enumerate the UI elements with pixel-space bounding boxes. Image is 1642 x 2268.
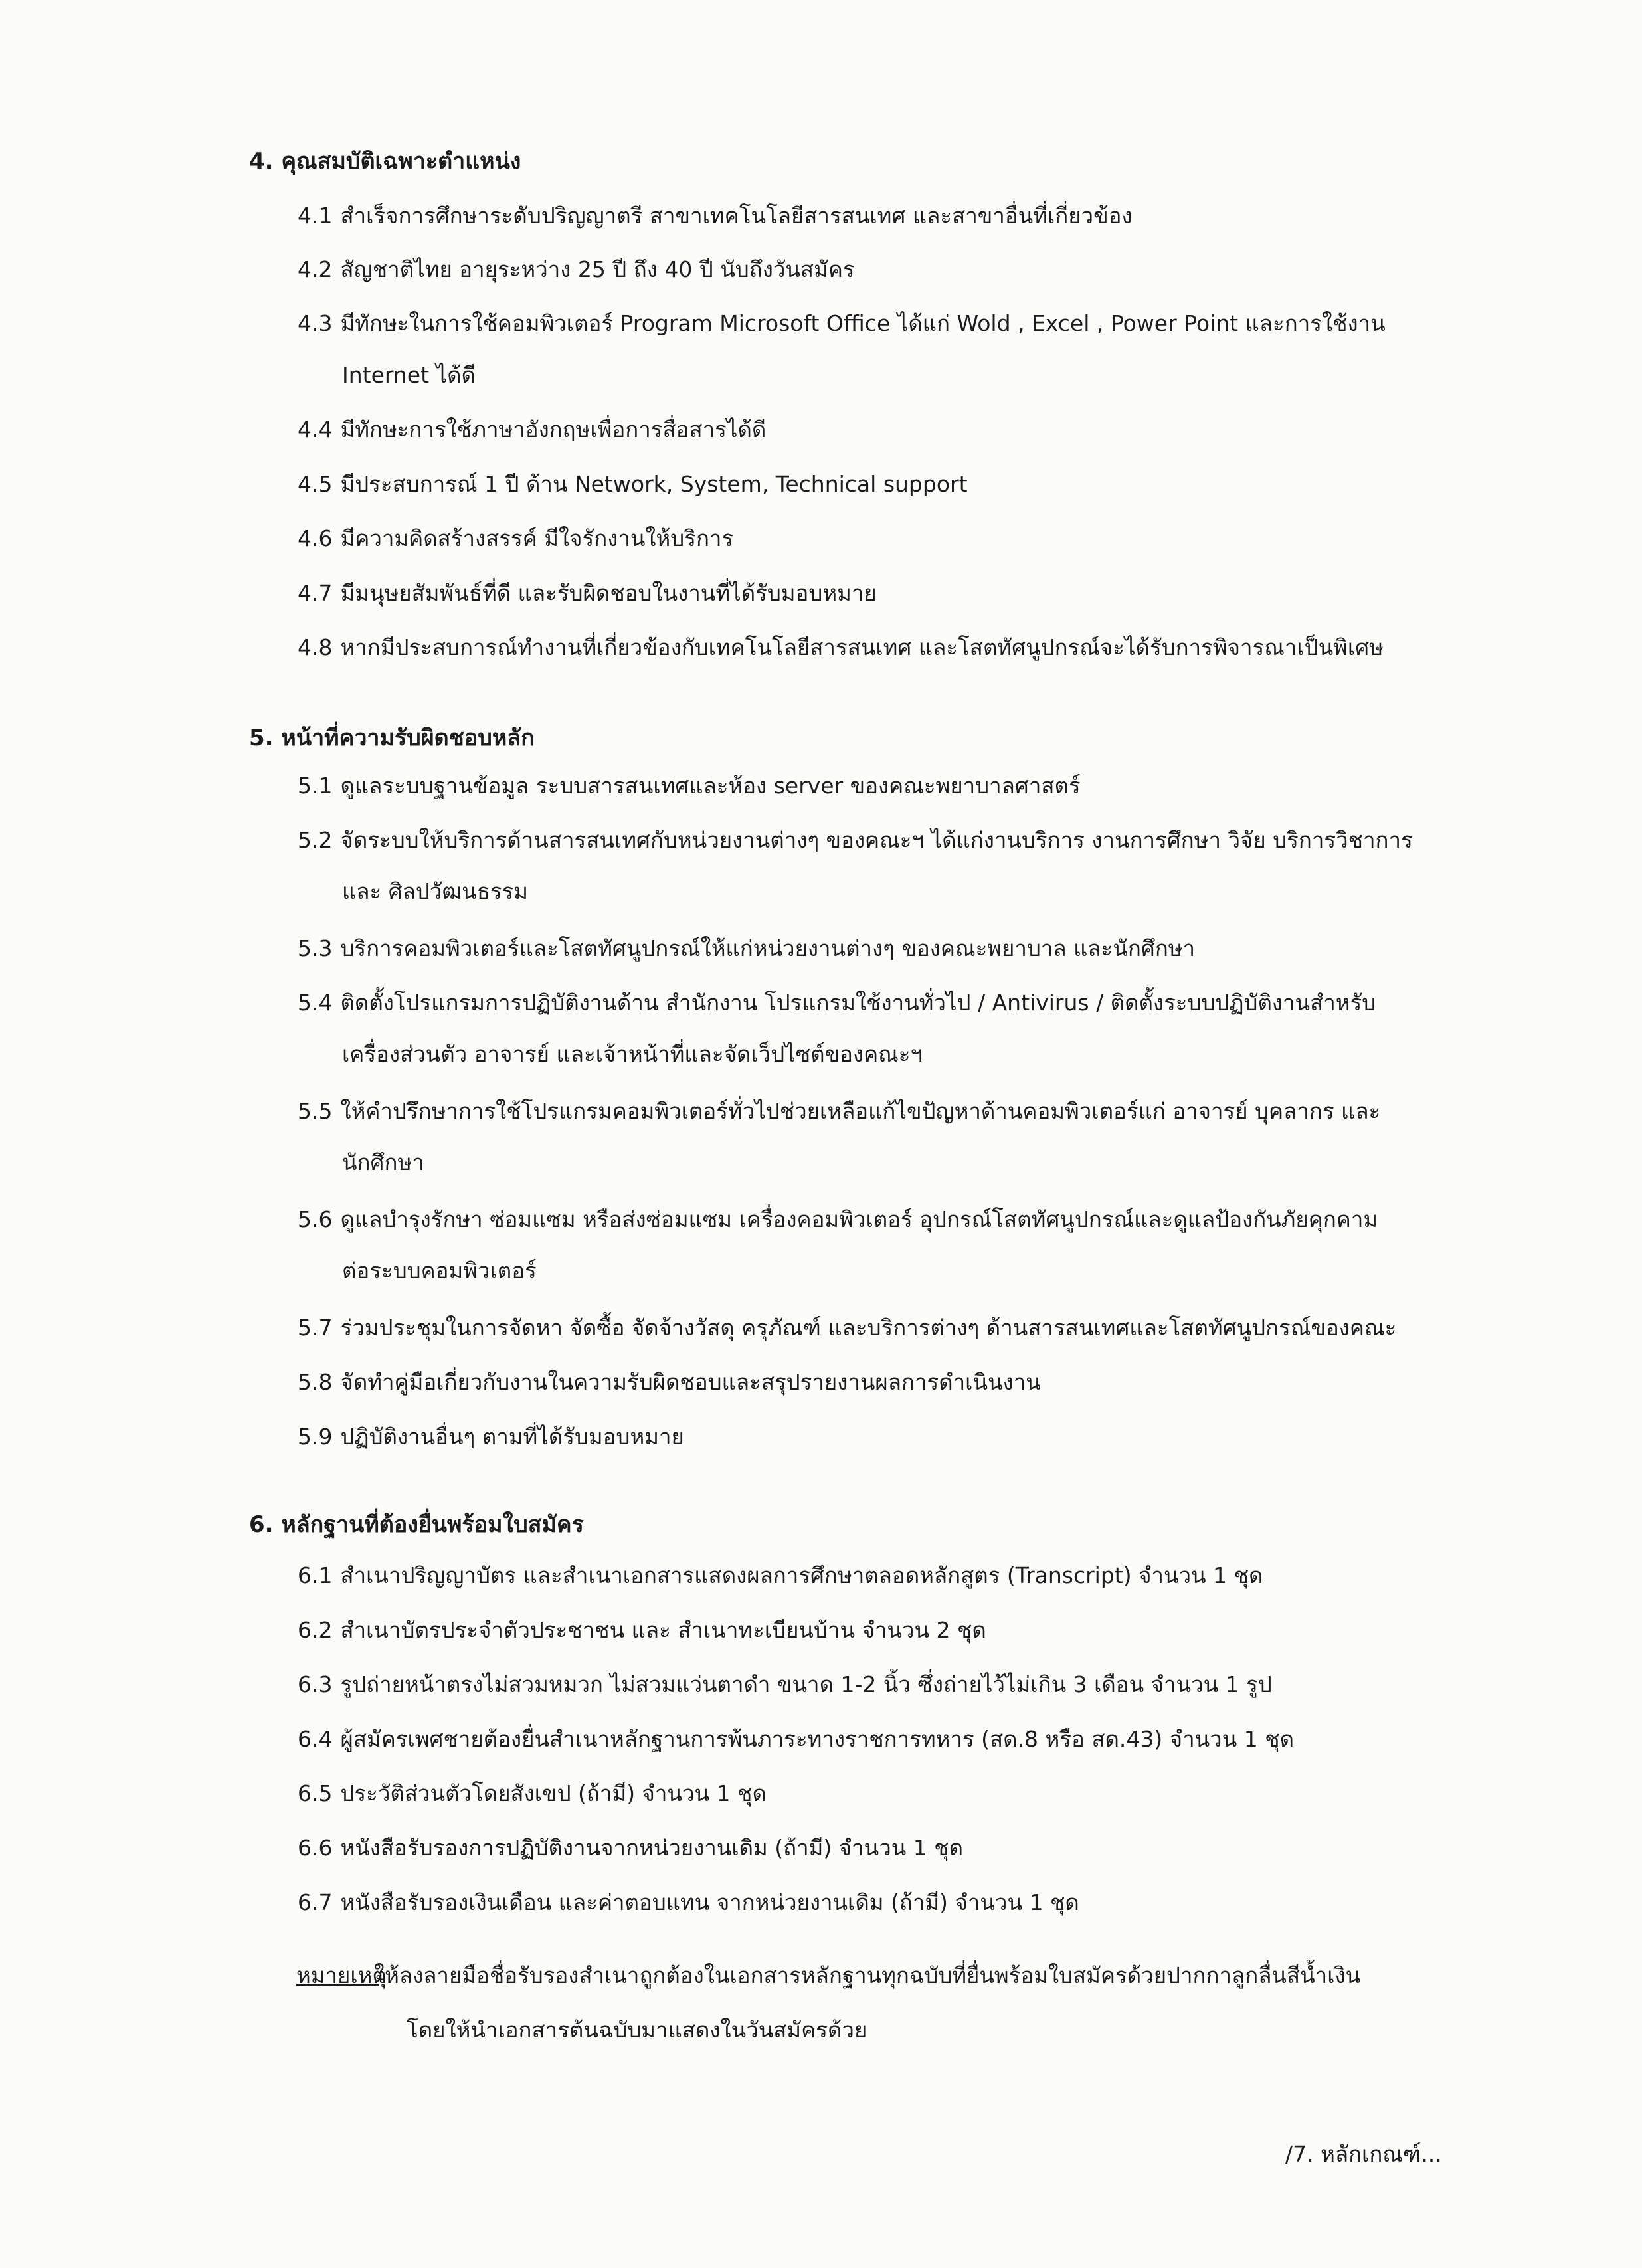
section-6-item-3 <box>298 1671 1272 1698</box>
item-text: มีทักษะการใช้ภาษาอังกฤษเพื่อการสื่อสารได้ดี <box>340 417 767 442</box>
item-number: 5.9 <box>298 1424 333 1450</box>
section-5-item-5 <box>298 1098 1380 1125</box>
item-text: ติดตั้งโปรแกรมการปฏิบัติงานด้าน สำนักงาน โปรแกรมใช้งานทั่วไป / Antivirus / ติดตั้งระบบปฏิบัติงานสำหรับ <box>340 990 1376 1016</box>
next-page-reference: /7. หลักเกณฑ์... <box>1285 2141 1442 2167</box>
section-4-item-3-continuation: Internet ได้ดี <box>342 362 476 388</box>
section-6-item-7 <box>298 1889 1079 1916</box>
item-text: สำเร็จการศึกษาระดับปริญญาตรี สาขาเทคโนโลยีสารสนเทศ และสาขาอื่นที่เกี่ยวข้อง <box>340 203 1133 229</box>
item-number: 4.6 <box>298 525 333 551</box>
section-6-heading: 6. หลักฐานที่ต้องยื่นพร้อมใบสมัคร <box>249 1511 584 1538</box>
section-5-item-9 <box>298 1424 684 1450</box>
item-number: 6.1 <box>298 1562 333 1588</box>
section-5-item-1 <box>298 773 1081 799</box>
section-6-item-4 <box>298 1726 1294 1752</box>
item-text: ให้คำปรึกษาการใช้โปรแกรมคอมพิวเตอร์ทั่วไปช่วยเหลือแก้ไขปัญหาด้านคอมพิวเตอร์แก่ อาจารย์ บุคลากร และ <box>340 1098 1381 1124</box>
item-number: 5.2 <box>298 827 333 853</box>
item-number: 6.2 <box>298 1617 333 1643</box>
item-number: 4.5 <box>298 471 333 497</box>
section-6-item-1 <box>298 1562 1263 1589</box>
item-number: 5.5 <box>298 1098 333 1124</box>
section-4-item-3 <box>298 310 1386 337</box>
item-text: สัญชาติไทย อายุระหว่าง 25 ปี ถึง 40 ปี นับถึงวันสมัคร <box>340 256 855 282</box>
section-4-item-1 <box>298 203 1133 229</box>
item-text: ประวัติส่วนตัวโดยสังเขป (ถ้ามี) จำนวน 1 ชุด <box>340 1780 767 1806</box>
section-4-item-6 <box>298 525 733 552</box>
item-number: 5.3 <box>298 935 333 961</box>
item-number: 5.1 <box>298 773 333 799</box>
item-number: 6.3 <box>298 1671 333 1697</box>
section-4-item-2 <box>298 256 855 283</box>
item-number: 5.8 <box>298 1369 333 1395</box>
item-number: 4.4 <box>298 417 333 442</box>
item-text: จัดทำคู่มือเกี่ยวกับงานในความรับผิดชอบและสรุปรายงานผลการดำเนินงาน <box>340 1369 1041 1395</box>
section-5-item-8 <box>298 1369 1041 1396</box>
section-5-item-5-continuation: นักศึกษา <box>342 1149 424 1175</box>
item-text: ดูแลบำรุงรักษา ซ่อมแซม หรือส่งซ่อมแซม เครื่องคอมพิวเตอร์ อุปกรณ์โสตทัศนูปกรณ์และดูแลป้องกันภัยคุกคาม <box>340 1206 1378 1232</box>
item-number: 5.6 <box>298 1206 333 1232</box>
item-text: ดูแลระบบฐานข้อมูล ระบบสารสนเทศและห้อง server ของคณะพยาบาลศาสตร์ <box>340 773 1081 799</box>
note-continuation: โดยให้นำเอกสารต้นฉบับมาแสดงในวันสมัครด้วย <box>407 2017 867 2043</box>
note-text: ให้ลงลายมือชื่อรับรองสำเนาถูกต้องในเอกสารหลักฐานทุกฉบับที่ยื่นพร้อมใบสมัครด้วยปากกาลูกลื่นสีน้ำเงิน <box>374 1962 1361 1988</box>
section-4-heading: 4. คุณสมบัติเฉพาะตำแหน่ง <box>249 148 521 175</box>
item-text: หนังสือรับรองการปฏิบัติงานจากหน่วยงานเดิม (ถ้ามี) จำนวน 1 ชุด <box>340 1835 964 1861</box>
item-text: มีประสบการณ์ 1 ปี ด้าน Network, System, Technical support <box>340 471 968 497</box>
section-5-item-4-continuation: เครื่องส่วนตัว อาจารย์ และเจ้าหน้าที่และจัดเว็ปไซต์ของคณะฯ <box>342 1041 923 1067</box>
note-label: หมายเหตุ <box>296 1962 387 1988</box>
item-text: สำเนาปริญญาบัตร และสำเนาเอกสารแสดงผลการศึกษาตลอดหลักสูตร (Transcript) จำนวน 1 ชุด <box>340 1562 1263 1588</box>
item-number: 6.7 <box>298 1889 333 1915</box>
section-6-item-6 <box>298 1835 963 1861</box>
section-4-item-5 <box>298 471 968 498</box>
item-number: 6.6 <box>298 1835 333 1861</box>
item-text: หากมีประสบการณ์ทำงานที่เกี่ยวข้องกับเทคโนโลยีสารสนเทศ และโสตทัศนูปกรณ์จะได้รับการพิจารณาเป็นพิเศษ <box>340 634 1384 660</box>
item-text: บริการคอมพิวเตอร์และโสตทัศนูปกรณ์ให้แก่หน่วยงานต่างๆ ของคณะพยาบาล และนักศึกษา <box>340 935 1196 961</box>
item-text: ผู้สมัครเพศชายต้องยื่นสำเนาหลักฐานการพ้นภาระทางราชการทหาร (สด.8 หรือ สด.43) จำนวน 1 ชุด <box>340 1726 1295 1752</box>
section-4-item-4 <box>298 417 766 443</box>
item-text: สำเนาบัตรประจำตัวประชาชน และ สำเนาทะเบียนบ้าน จำนวน 2 ชุด <box>340 1617 986 1643</box>
section-5-item-7 <box>298 1315 1396 1341</box>
section-4-item-8 <box>298 634 1384 661</box>
item-number: 4.7 <box>298 580 333 606</box>
item-number: 6.5 <box>298 1780 333 1806</box>
item-text: ปฏิบัติงานอื่นๆ ตามที่ได้รับมอบหมาย <box>340 1424 684 1450</box>
section-4-item-7 <box>298 580 877 607</box>
item-number: 6.4 <box>298 1726 333 1752</box>
item-text: มีมนุษยสัมพันธ์ที่ดี และรับผิดชอบในงานที่ได้รับมอบหมาย <box>340 580 877 606</box>
item-text: มีความคิดสร้างสรรค์ มีใจรักงานให้บริการ <box>340 525 734 551</box>
item-text: ร่วมประชุมในการจัดหา จัดซื้อ จัดจ้างวัสดุ ครุภัณฑ์ และบริการต่างๆ ด้านสารสนเทศและโสตทัศนูปกรณ์ของคณะ <box>340 1315 1397 1341</box>
section-6-item-2 <box>298 1617 986 1644</box>
section-5-item-6-continuation: ต่อระบบคอมพิวเตอร์ <box>342 1258 537 1283</box>
item-number: 4.3 <box>298 310 333 336</box>
section-6-item-5 <box>298 1780 767 1807</box>
item-number: 4.1 <box>298 203 333 229</box>
section-5-item-2 <box>298 827 1413 854</box>
item-text: จัดระบบให้บริการด้านสารสนเทศกับหน่วยงานต่างๆ ของคณะฯ ได้แก่งานบริการ งานการศึกษา วิจัย บริการวิชาการ <box>340 827 1413 853</box>
item-text: มีทักษะในการใช้คอมพิวเตอร์ Program Microsoft Office ได้แก่ Wold , Excel , Power Point และการใช้งาน <box>340 310 1386 336</box>
section-5-item-6 <box>298 1206 1378 1233</box>
item-number: 4.8 <box>298 634 333 660</box>
section-5-item-4 <box>298 990 1376 1016</box>
item-number: 4.2 <box>298 256 333 282</box>
section-5-item-2-continuation: และ ศิลปวัฒนธรรม <box>342 878 529 904</box>
section-5-item-3 <box>298 935 1195 962</box>
item-number: 5.4 <box>298 990 333 1016</box>
item-number: 5.7 <box>298 1315 333 1341</box>
item-text: รูปถ่ายหน้าตรงไม่สวมหมวก ไม่สวมแว่นตาดำ ขนาด 1-2 นิ้ว ซึ่งถ่ายไว้ไม่เกิน 3 เดือน จำนวน 1 รูป <box>340 1671 1272 1697</box>
item-text: หนังสือรับรองเงินเดือน และค่าตอบแทน จากหน่วยงานเดิม (ถ้ามี) จำนวน 1 ชุด <box>340 1889 1079 1915</box>
section-5-heading: 5. หน้าที่ความรับผิดชอบหลัก <box>249 725 535 751</box>
